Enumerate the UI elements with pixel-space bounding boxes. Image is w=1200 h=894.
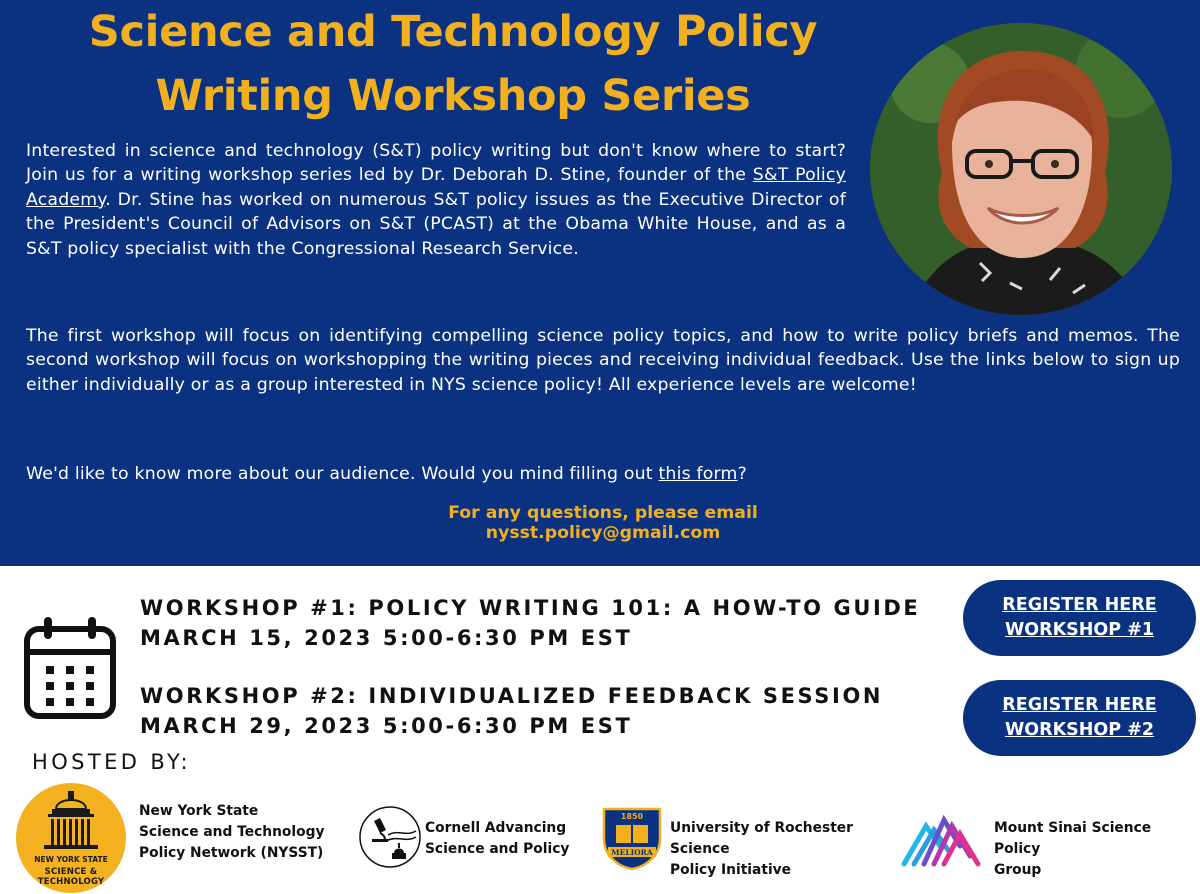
org-rochester-name <box>670 818 900 881</box>
org-sinai-name <box>994 818 1194 881</box>
calendar-icon <box>24 616 116 724</box>
workshop-1-date: MARCH 15, 2023 5:00-6:30 PM EST <box>140 626 633 650</box>
survey-text-end: ? <box>737 464 747 484</box>
org-cornell-line-1: Cornell Advancing <box>425 820 567 836</box>
shield-crest-logo <box>600 805 664 875</box>
intro-text-start: Interested in science and technology (S&T) policy writing but don't know where to start? Join us for a writing workshop series led by Dr. Deborah D. Stine, founder of the <box>26 141 846 186</box>
title-line-2: Writing Workshop Series <box>155 71 751 121</box>
workshop-2-title: WORKSHOP #2: INDIVIDUALIZED FEEDBACK SESSION <box>140 684 884 708</box>
org-nysst-line-1: New York State <box>139 803 259 819</box>
survey-text: We'd like to know more about our audience. Would you mind filling out <box>26 464 659 484</box>
org-rochester-line-2: Policy Initiative <box>670 862 792 878</box>
register-2-line-2: WORKSHOP #2 <box>1004 720 1155 740</box>
org-nysst-name <box>139 801 349 864</box>
contact-info <box>300 503 906 543</box>
org-sinai-line-1: Mount Sinai Science Policy <box>994 820 1152 857</box>
register-1-line-2: WORKSHOP #1 <box>1004 620 1155 640</box>
register-workshop-2-button[interactable] <box>963 680 1196 756</box>
org-nysst-line-3: Policy Network (NYSST) <box>139 845 324 861</box>
speaker-portrait <box>870 23 1172 315</box>
register-1-line-1: REGISTER HERE <box>1002 595 1157 615</box>
rochester-logo-year: 1850 <box>620 812 644 821</box>
intro-paragraph <box>26 139 846 261</box>
hosted-by-label: HOSTED BY: <box>32 750 191 774</box>
mountain-stripes-logo <box>900 806 982 872</box>
capitol-building-logo <box>16 783 126 893</box>
nysst-logo-text-bottom: SCIENCE & TECHNOLOGY <box>37 867 105 887</box>
org-rochester-line-1: University of Rochester Science <box>670 820 853 857</box>
org-sinai-line-2: Group <box>994 862 1042 878</box>
rochester-logo-motto: MELIORA <box>611 848 653 857</box>
register-2-line-1: REGISTER HERE <box>1002 695 1157 715</box>
register-workshop-1-button[interactable] <box>963 580 1196 656</box>
survey-line <box>26 462 1026 486</box>
workshop-1-title: WORKSHOP #1: POLICY WRITING 101: A HOW-TO GUIDE <box>140 596 921 620</box>
contact-line: For any questions, please email <box>448 503 758 523</box>
st-policy-academy-link[interactable]: S&T Policy Academy <box>26 165 846 210</box>
survey-form-link[interactable]: this form <box>658 464 738 484</box>
nysst-logo-text-top: NEW YORK STATE <box>34 855 108 864</box>
contact-email[interactable]: nysst.policy@gmail.com <box>485 523 721 543</box>
workshop-2-info <box>140 681 960 741</box>
page-title <box>0 0 906 128</box>
microscope-capitol-logo <box>358 805 422 873</box>
org-nysst-line-2: Science and Technology <box>139 824 325 840</box>
workshop-2-date: MARCH 29, 2023 5:00-6:30 PM EST <box>140 714 633 738</box>
intro-text-end: . Dr. Stine has worked on numerous S&T policy issues as the Executive Director of the President's Council of Advisors on S&T (PCAST) at the Obama White House, and as a S&T policy specialist with the Congressional Research Service. <box>26 189 846 259</box>
org-cornell-line-2: Science and Policy <box>425 841 570 857</box>
title-line-1: Science and Technology Policy <box>88 7 818 57</box>
workshop-description: The first workshop will focus on identifying compelling science policy topics, and how to write policy briefs and memos. The second workshop will focus on workshopping the writing pieces and receiving individual feedback. Use the links below to sign up either individually or as a group interested in NYS science policy! All experience levels are welcome! <box>26 326 1180 395</box>
workshop-1-info <box>140 593 960 653</box>
portrait-illustration <box>870 23 1172 315</box>
org-cornell-name <box>425 818 595 860</box>
